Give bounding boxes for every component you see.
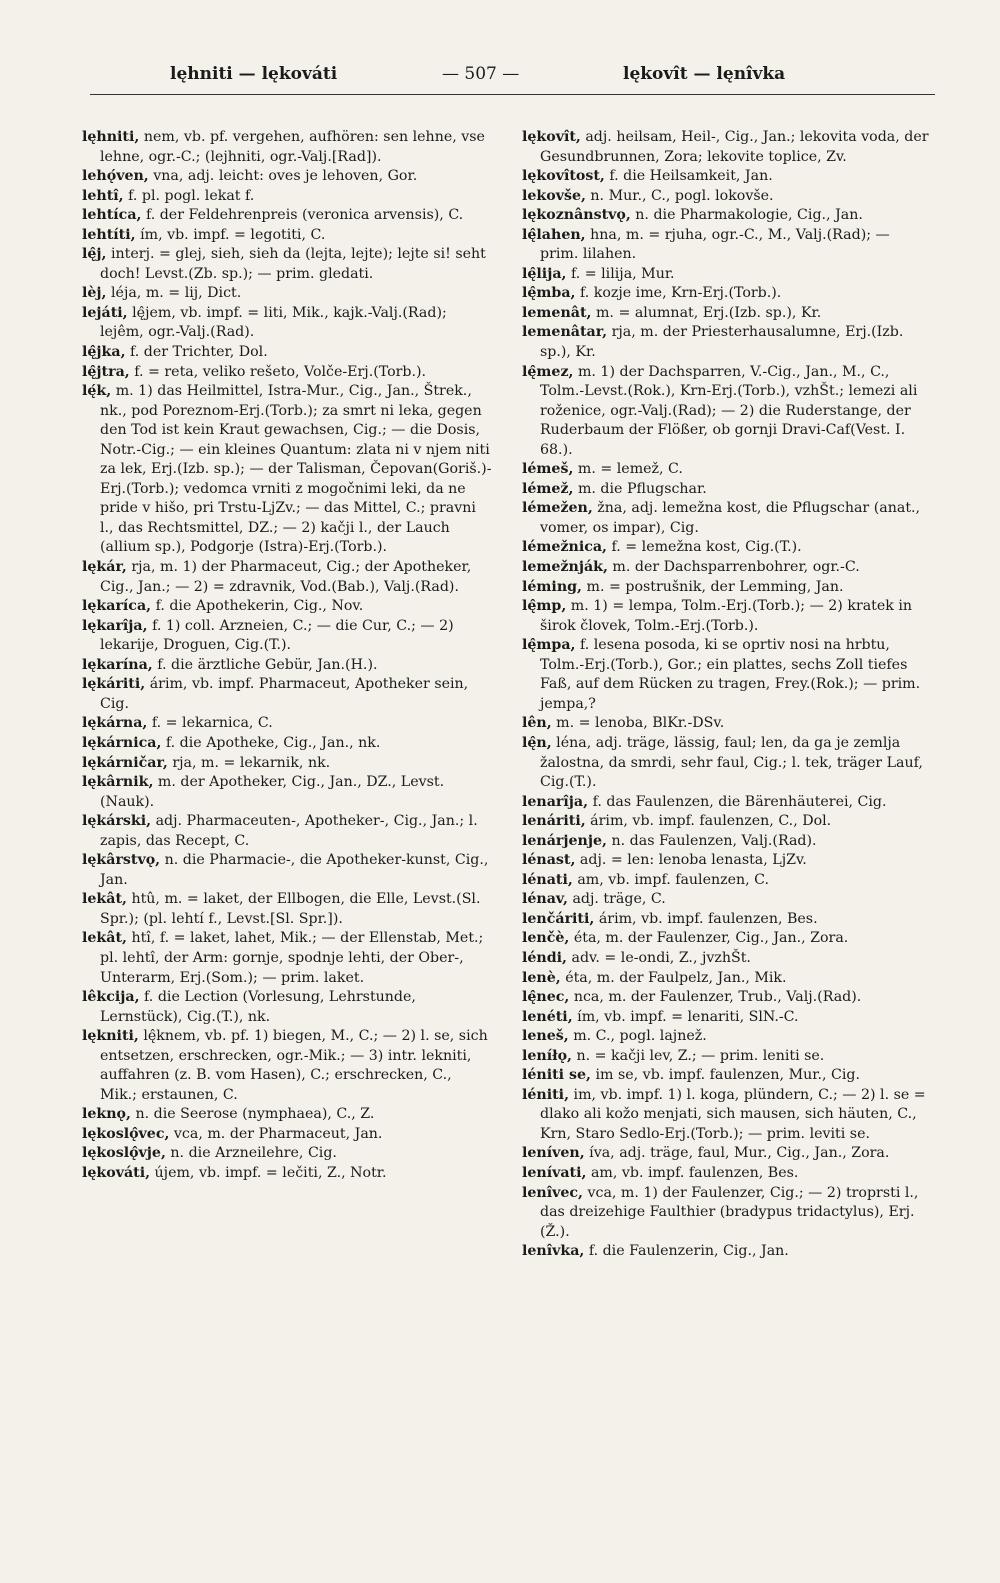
entry-headword: lemenât, (522, 304, 592, 321)
entry-definition: éta, m. der Faulpelz, Jan., Mik. (560, 969, 787, 986)
dictionary-entry (82, 773, 492, 812)
entry-definition: m. = alumnat, Erj.(Izb. sp.), Kr. (591, 304, 822, 321)
entry-headword: leknǫ, (82, 1106, 131, 1123)
entry-headword: lenáriti, (522, 813, 586, 830)
entry-definition: f. die Lection (Vorlesung, Lehrstunde, Lernstück), Cig.(T.), nk. (100, 989, 416, 1025)
entry-headword: lémežnica, (522, 539, 607, 556)
dictionary-entry (522, 636, 932, 714)
dictionary-entry (522, 910, 932, 930)
dictionary-entry (522, 1027, 932, 1047)
entry-definition: nca, m. der Faulenzer, Trub., Valj.(Rad). (569, 989, 862, 1006)
entry-headword: léniti, (522, 1086, 570, 1103)
dictionary-entry (82, 1164, 492, 1184)
entry-definition: m. C., pogl. lajnež. (568, 1028, 707, 1045)
entry-definition: árim, vb. impf. Pharmaceut, Apotheker sein, Cig. (100, 676, 469, 712)
dictionary-entry (82, 929, 492, 988)
dictionary-entry (522, 734, 932, 793)
page-number: — 507 — (442, 64, 520, 84)
entry-definition: vca, m. der Pharmaceut, Jan. (169, 1125, 383, 1142)
entry-definition: m. = postrušnik, der Lemming, Jan. (582, 578, 844, 595)
entry-definition: m. der Dachsparrenbohrer, ogr.-C. (607, 559, 860, 576)
dictionary-entry (82, 714, 492, 734)
entry-headword: léndi, (522, 949, 567, 966)
dictionary-entry (522, 1242, 932, 1262)
entry-definition: m. 1) = lempa, Tolm.-Erj.(Torb.); — 2) kratek in širok človek, Tolm.-Erj.(Torb.). (540, 598, 913, 634)
dictionary-entry (82, 734, 492, 754)
entry-headword: lenîvec, (522, 1184, 583, 1201)
entry-definition: n. die Seerose (nymphaea), C., Z. (130, 1106, 375, 1123)
entry-headword: lę̂nec, (522, 989, 570, 1006)
dictionary-entry (522, 1184, 932, 1243)
entry-headword: lęhniti, (82, 129, 140, 145)
entry-headword: lenárjenje, (522, 832, 607, 849)
dictionary-entry (522, 265, 932, 285)
dictionary-entry (522, 558, 932, 578)
dictionary-entry (522, 1047, 932, 1067)
entry-definition: f. = reta, veliko rešeto, Volče-Erj.(Torb.). (129, 363, 427, 380)
dictionary-entry (522, 167, 932, 187)
dictionary-entry (82, 226, 492, 246)
entry-headword: lękârstvǫ, (82, 852, 161, 869)
entry-headword: léming, (522, 578, 582, 595)
entry-headword: lénati, (522, 871, 573, 888)
entry-headword: lemenâtar, (522, 324, 608, 341)
entry-headword: lę̂mez, (522, 363, 574, 380)
entry-headword: lémeš, (522, 461, 574, 478)
entry-definition: ím, vb. impf. = legotiti, C. (135, 226, 326, 243)
entry-definition: adj. heilsam, Heil-, Cig., Jan.; lekovita voda, der Gesundbrunnen, Zora; lekovite toplice, Zv. (540, 129, 929, 165)
dictionary-entry (522, 929, 932, 949)
dictionary-entry (82, 245, 492, 284)
entry-headword: lémež, (522, 480, 574, 497)
entry-headword: lę̂jka, (82, 344, 126, 361)
entry-headword: lenívati, (522, 1164, 587, 1181)
dictionary-entry (82, 1105, 492, 1125)
entry-headword: lę̂mba, (522, 285, 576, 302)
entry-definition: lę̂knem, vb. pf. 1) biegen, M., C.; — 2) l. se, sich entsetzen, erschrecken, ogr.-Mik.; — 3) intr. lekniti, auffahren (z. B. vom Hasen), C.; erschrecken, C., Mik.; erstaunen, C. (100, 1028, 488, 1103)
page-header (60, 62, 935, 92)
entry-definition: íva, adj. träge, faul, Mur., Cig., Jan., Zora. (584, 1145, 890, 1162)
entry-headword: lękováti, (82, 1164, 151, 1181)
dictionary-entry (522, 323, 932, 362)
entry-headword: lę̂lahen, (522, 226, 586, 243)
entry-headword: lekât, (82, 930, 127, 947)
dictionary-entry (522, 304, 932, 324)
entry-headword: lehtî, (82, 187, 124, 204)
entry-definition: hna, m. = rjuha, ogr.-C., M., Valj.(Rad); — prim. lilahen. (540, 226, 890, 263)
dictionary-entry (522, 969, 932, 989)
entry-headword: lę́k, (82, 383, 112, 400)
dictionary-entry (522, 851, 932, 871)
entry-headword: lehtíca, (82, 207, 142, 224)
dictionary-entry (522, 1008, 932, 1028)
dictionary-entry (82, 128, 492, 167)
entry-headword: lękárski, (82, 813, 152, 830)
entry-headword: lehǫ́ven, (82, 168, 149, 185)
entry-headword: lèj, (82, 285, 107, 302)
entry-headword: lenîvka, (522, 1243, 585, 1260)
entry-definition: m. = lemež, C. (573, 461, 683, 478)
dictionary-entry (522, 187, 932, 207)
entry-headword: lę̂lija, (522, 265, 567, 282)
dictionary-entry (522, 988, 932, 1008)
entry-definition: im se, vb. impf. faulenzen, Mur., Cig. (590, 1067, 860, 1084)
entry-definition: f. der Feldehrenpreis (veronica arvensis), C. (141, 207, 464, 224)
entry-headword: lenarîja, (522, 793, 589, 810)
entry-headword: lémežen, (522, 500, 593, 517)
entry-definition: f. lesena posoda, ki se oprtiv nosi na hrbtu, Tolm.-Erj.(Torb.), Gor.; ein plattes, sechs Zoll tiefes Faß, auf dem Rücken zu tragen, Frey.(Rok.); — prim. jempa,? (540, 637, 921, 712)
entry-definition: rja, m. 1) der Pharmaceut, Cig.; der Apotheker, Cig., Jan.; — 2) = zdravnik, Vod.(Bab.), Valj.(Rad). (100, 559, 472, 595)
dictionary-entry (522, 578, 932, 598)
dictionary-entry (522, 460, 932, 480)
right-column (522, 128, 932, 1262)
entry-definition: f. die Apothekerin, Cig., Nov. (151, 598, 364, 615)
dictionary-entry (82, 1144, 492, 1164)
entry-headword: lenčè, (522, 930, 570, 947)
entry-headword: lękovît, (522, 129, 581, 145)
dictionary-entry (82, 812, 492, 851)
dictionary-entry (522, 480, 932, 500)
dictionary-entry (522, 949, 932, 969)
entry-definition: n. = kačji lev, Z.; — prim. leniti se. (571, 1047, 825, 1064)
entry-headword: lę̂mp, (522, 598, 567, 615)
entry-definition: interj. = glej, sieh, sieh da (lejta, lejte); lejte si! seht doch! Levst.(Zb. sp.); — prim. gledati. (100, 246, 486, 282)
entry-headword: lękârnik, (82, 774, 154, 791)
entry-definition: n. die Pharmacie-, die Apotheker-kunst, Cig., Jan. (100, 852, 489, 888)
entry-definition: f. = lilija, Mur. (566, 265, 675, 282)
entry-definition: léna, adj. träge, lässig, faul; len, da ga je zemlja žalostna, da smrdi, sehr faul, Cig.; l. tek, träger Lauf, Cig.(T.). (540, 734, 923, 791)
entry-definition: f. das Faulenzen, die Bärenhäuterei, Cig. (588, 793, 887, 810)
entry-definition: f. die Apotheke, Cig., Jan., nk. (161, 734, 381, 751)
dictionary-entry (522, 1066, 932, 1086)
entry-definition: vna, adj. leicht: oves je lehoven, Gor. (148, 168, 418, 185)
entry-definition: f. kozje ime, Krn-Erj.(Torb.). (575, 285, 782, 302)
entry-definition: m. 1) das Heilmittel, Istra-Mur., Cig., Jan., Štrek., nk., pod Poreznom-Erj.(Torb.); za smrt ni leka, gegen den Tod ist kein Kraut gewachsen, Cig.; — die Dosis, Notr.-Cig.; — ein kleines Quantum: zlata ni v njem niti za lek, Erj.(Izb. sp.); — der Talisman, Čepovan(Goriš.)-Erj.(Torb.); vedomca vrniti z mogočnimi leki, da ne pride v hišo, pri Trstu-LjZv.; — das Mittel, C.; pravni l., das Rechtsmittel, DZ.; — 2) kačji l., der Lauch (allium sp.), Podgorje (Istra)-Erj.(Torb.). (100, 383, 492, 556)
dictionary-entry (522, 538, 932, 558)
entry-headword: lę̂n, (522, 734, 552, 751)
entry-headword: lę̂mpa, (522, 637, 576, 654)
entry-definition: rja, m. der Priesterhausalumne, Erj.(Izb. sp.), Kr. (540, 324, 904, 361)
header-left-guide-words: lęhniti — lękováti (170, 64, 338, 84)
dictionary-entry (82, 617, 492, 656)
entry-definition: m. der Apotheker, Cig., Jan., DZ., Levst.(Nauk). (100, 774, 445, 810)
dictionary-entry (82, 656, 492, 676)
entry-headword: lękárničar, (82, 754, 168, 771)
dictionary-entry (82, 343, 492, 363)
entry-definition: m. die Pflugschar. (573, 480, 707, 497)
dictionary-entry (522, 871, 932, 891)
entry-definition: f. der Trichter, Dol. (125, 344, 268, 361)
dictionary-entry (522, 1144, 932, 1164)
dictionary-entry (82, 167, 492, 187)
entry-definition: ím, vb. impf. = lenariti, SlN.-C. (572, 1008, 799, 1025)
entry-definition: m. = lenoba, BlKr.-DSv. (551, 715, 725, 732)
dictionary-entry (82, 890, 492, 929)
entry-headword: lénast, (522, 852, 576, 869)
dictionary-entry (522, 812, 932, 832)
entry-definition: m. 1) der Dachsparren, V.-Cig., Jan., M., C., Tolm.-Levst.(Rok.), Krn-Erj.(Torb.), vzhŠt.; lemezi ali roženice, ogr.-Valj.(Rad); — 2) die Ruderstange, der Ruderbaum der Flößer, ob gornji Dravi-Caf(Vest. I. 68.). (540, 363, 918, 458)
header-right-guide-words: lękovît — lęnîvka (623, 64, 786, 84)
dictionary-entry (82, 558, 492, 597)
dictionary-entry (82, 304, 492, 343)
entry-definition: am, vb. impf. faulenzen, C. (572, 871, 770, 888)
dictionary-entry (522, 714, 932, 734)
entry-headword: lę̂j, (82, 246, 107, 263)
entry-headword: lękovîtost, (522, 168, 605, 185)
entry-definition: f. = lemežna kost, Cig.(T.). (607, 539, 802, 556)
entry-headword: léniti se, (522, 1067, 591, 1084)
entry-headword: lękaríca, (82, 598, 152, 615)
entry-headword: lę̂jtra, (82, 363, 130, 380)
entry-headword: lenčáriti, (522, 910, 595, 927)
entry-definition: éta, m. der Faulenzer, Cig., Jan., Zora. (569, 930, 849, 947)
entry-definition: rja, m. = lekarnik, nk. (167, 754, 331, 771)
dictionary-entry (82, 382, 492, 558)
entry-definition: f. pl. pogl. lekat f. (123, 187, 255, 204)
entry-definition: f. 1) coll. Arzneien, C.; — die Cur, C.; — 2) lekarije, Droguen, Cig.(T.). (100, 617, 454, 654)
dictionary-entry (522, 284, 932, 304)
entry-definition: adv. = le-ondi, Z., jvzhŠt. (566, 949, 751, 966)
dictionary-entry (522, 499, 932, 538)
entry-headword: lękoznânstvǫ, (522, 207, 631, 224)
dictionary-entry (522, 793, 932, 813)
entry-headword: lękárna, (82, 715, 148, 732)
entry-headword: lękoslǫ̂vje, (82, 1145, 166, 1162)
dictionary-entry (522, 597, 932, 636)
entry-headword: lękoslǫ̂vec, (82, 1125, 170, 1142)
entry-headword: lękarína, (82, 656, 153, 673)
dictionary-entry (82, 187, 492, 207)
entry-definition: n. die Pharmakologie, Cig., Jan. (630, 207, 863, 224)
entry-definition: im, vb. impf. 1) l. koga, plündern, C.; — 2) l. se = dlako ali kožo menjati, sich mausen, sich häuten, C., Krn, Staro Sedlo-Erj.(Torb.); — prim. leviti se. (540, 1086, 926, 1142)
dictionary-entry (82, 675, 492, 714)
entry-definition: léja, m. = lij, Dict. (106, 285, 242, 302)
dictionary-entry (522, 226, 932, 265)
header-rule (90, 94, 935, 95)
dictionary-entry (522, 363, 932, 461)
dictionary-entry (82, 284, 492, 304)
dictionary-entry (82, 363, 492, 383)
dictionary-entry (82, 1125, 492, 1145)
entry-headword: lehtíti, (82, 226, 136, 243)
entry-definition: adj. Pharmaceuten-, Apotheker-, Cig., Jan.; l. zapis, das Recept, C. (100, 813, 478, 849)
entry-definition: htî, f. = laket, lahet, Mik.; — der Ellenstab, Met.; pl. lehtî, der Arm: gornje, spodnje lehti, der Ober-, Unterarm, Erj.(Som.); — prim. laket. (100, 930, 484, 986)
entry-headword: leneš, (522, 1028, 569, 1045)
entry-headword: lêkcija, (82, 989, 140, 1006)
entry-definition: vca, m. 1) der Faulenzer, Cig.; — 2) troprsti l., das dreizehige Faulthier (bradypus tridactylus), Erj.(Ž.). (540, 1184, 919, 1240)
entry-definition: újem, vb. impf. = lečiti, Z., Notr. (150, 1164, 387, 1181)
dictionary-entry (522, 832, 932, 852)
dictionary-entry (82, 597, 492, 617)
entry-definition: f. die Faulenzerin, Cig., Jan. (584, 1243, 789, 1260)
entry-headword: lenè, (522, 969, 561, 986)
left-column (82, 128, 492, 1184)
dictionary-entry (522, 206, 932, 226)
entry-definition: lę̂jem, vb. impf. = liti, Mik., kajk.-Valj.(Rad); lejêm, ogr.-Valj.(Rad). (100, 304, 447, 341)
entry-headword: lękarîja, (82, 617, 148, 634)
entry-headword: lemežnják, (522, 559, 608, 576)
entry-definition: f. die Heilsamkeit, Jan. (604, 168, 773, 185)
entry-definition: f. die ärztliche Gebür, Jan.(H.). (152, 656, 378, 673)
entry-definition: htû, m. = laket, der Ellbogen, die Elle, Levst.(Sl. Spr.); (pl. lehtí f., Levst.[Sl. Spr.]). (100, 891, 481, 927)
dictionary-entry (522, 1164, 932, 1184)
entry-definition: am, vb. impf. faulenzen, Bes. (586, 1164, 799, 1181)
entry-headword: leníven, (522, 1145, 585, 1162)
entry-definition: adj. = len: lenoba lenasta, LjZv. (575, 852, 807, 869)
entry-headword: lękniti, (82, 1028, 139, 1045)
entry-definition: árim, vb. impf. faulenzen, C., Dol. (585, 813, 832, 830)
entry-headword: lękáriti, (82, 676, 146, 693)
entry-headword: lekovše, (522, 187, 586, 204)
dictionary-entry (82, 851, 492, 890)
entry-headword: lenéti, (522, 1008, 573, 1025)
entry-headword: lękárnica, (82, 734, 162, 751)
entry-definition: žna, adj. lemežna kost, die Pflugschar (anat., vomer, os impar), Cig. (540, 500, 921, 536)
entry-definition: f. = lekarnica, C. (147, 715, 273, 732)
entry-headword: lejáti, (82, 304, 128, 321)
dictionary-entry (82, 754, 492, 774)
entry-headword: lên, (522, 715, 552, 732)
entry-definition: adj. träge, C. (567, 891, 666, 908)
entry-definition: n. die Arzneilehre, Cig. (165, 1145, 337, 1162)
dictionary-entry (82, 988, 492, 1027)
entry-definition: n. das Faulenzen, Valj.(Rad). (606, 832, 817, 849)
entry-definition: n. Mur., C., pogl. lokovše. (585, 187, 774, 204)
entry-headword: lękár, (82, 559, 127, 576)
dictionary-entry (82, 1027, 492, 1105)
entry-definition: árim, vb. impf. faulenzen, Bes. (594, 910, 818, 927)
entry-headword: leníłǫ, (522, 1047, 572, 1064)
dictionary-entry (522, 1086, 932, 1145)
dictionary-entry (522, 128, 932, 167)
entry-headword: lekât, (82, 891, 127, 908)
entry-definition: nem, vb. pf. vergehen, aufhören: sen lehne, vse lehne, ogr.-C.; (lejhniti, ogr.-Valj.[Rad]). (100, 129, 485, 165)
dictionary-entry (82, 206, 492, 226)
dictionary-entry (522, 890, 932, 910)
entry-headword: lénav, (522, 891, 568, 908)
